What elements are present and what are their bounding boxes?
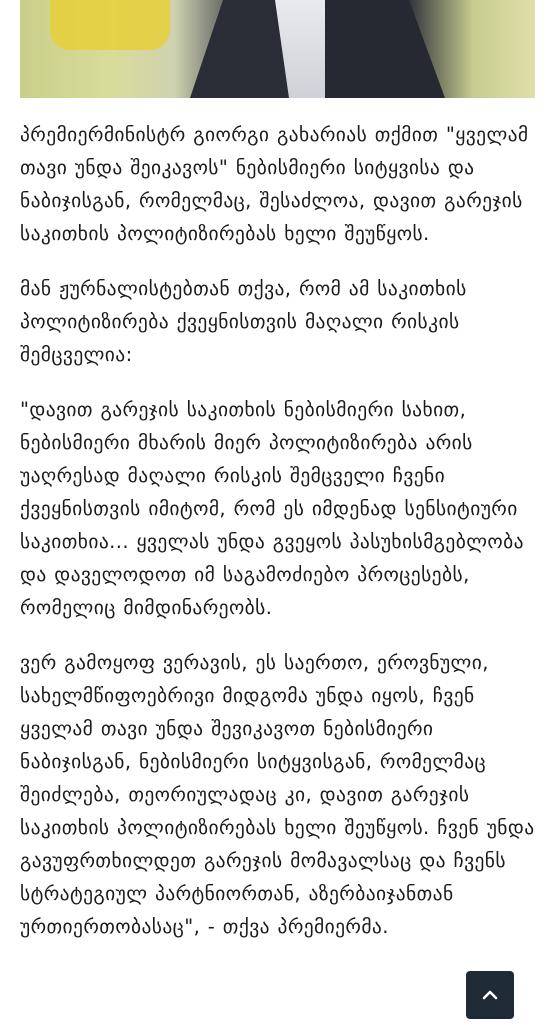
hero-background-logo [50,0,170,50]
article-paragraph: ვერ გამოყოფ ვერავის, ეს საერთო, ეროვნული, სახელმწიფოებრივი მიდგომა უნდა იყოს, ჩვენ ყველამ თავი უნდა შევიკავოთ ნებისმიერი ნაბიჯისგან, ნებისმიერი სიტყვისგან, რომელმაც შეიძლება, თეორიულადაც კი, დავით გარეჯის საკითხის პოლიტიზირებას ხელი შეუწყოს. ჩვენ უნდა გავუფრთხილდეთ გარეჯის მომავალსაც და ჩვენს სტრატეგიულ პარტნიორთან, აზერბაიჯანთან ურთიერთობასაც", - თქვა პრემიერმა. [20,651,535,938]
article-paragraph: პრემიერმინისტრ გიორგი გახარიას თქმით "ყველამ თავი უნდა შეიკავოს" ნებისმიერი სიტყვისა და ნაბიჯისგან, რომელმაც, შესაძლოა, დავით გარეჯის საკითხის პოლიტიზირებას ხელი შეუწყოს. [20,123,529,245]
scroll-to-top-button[interactable] [466,971,514,1019]
hero-suit-right [325,0,445,98]
article-body [20,118,542,965]
article-paragraph: "დავით გარეჯის საკითხის ნებისმიერი სახით, ნებისმიერი მხარის მიერ პოლიტიზირება არის უაღრესად მაღალი რისკის შემცველი ჩვენი ქვეყნისთვის იმიტომ, რომ ეს იმდენად სენსიტიური საკითხია... ყველას უნდა გვეყოს პასუხისმგებლობა და დაველოდოთ იმ საგამოძიებო პროცესებს, რომელიც მიმდინარეობს. [20,398,524,619]
chevron-up-icon [482,989,498,1001]
article-paragraph: მან ჟურნალისტებთან თქვა, რომ ამ საკითხის პოლიტიზირება ქვეყნისთვის მაღალი რისკის შემცველია: [20,277,467,366]
article-hero-image [20,0,535,98]
